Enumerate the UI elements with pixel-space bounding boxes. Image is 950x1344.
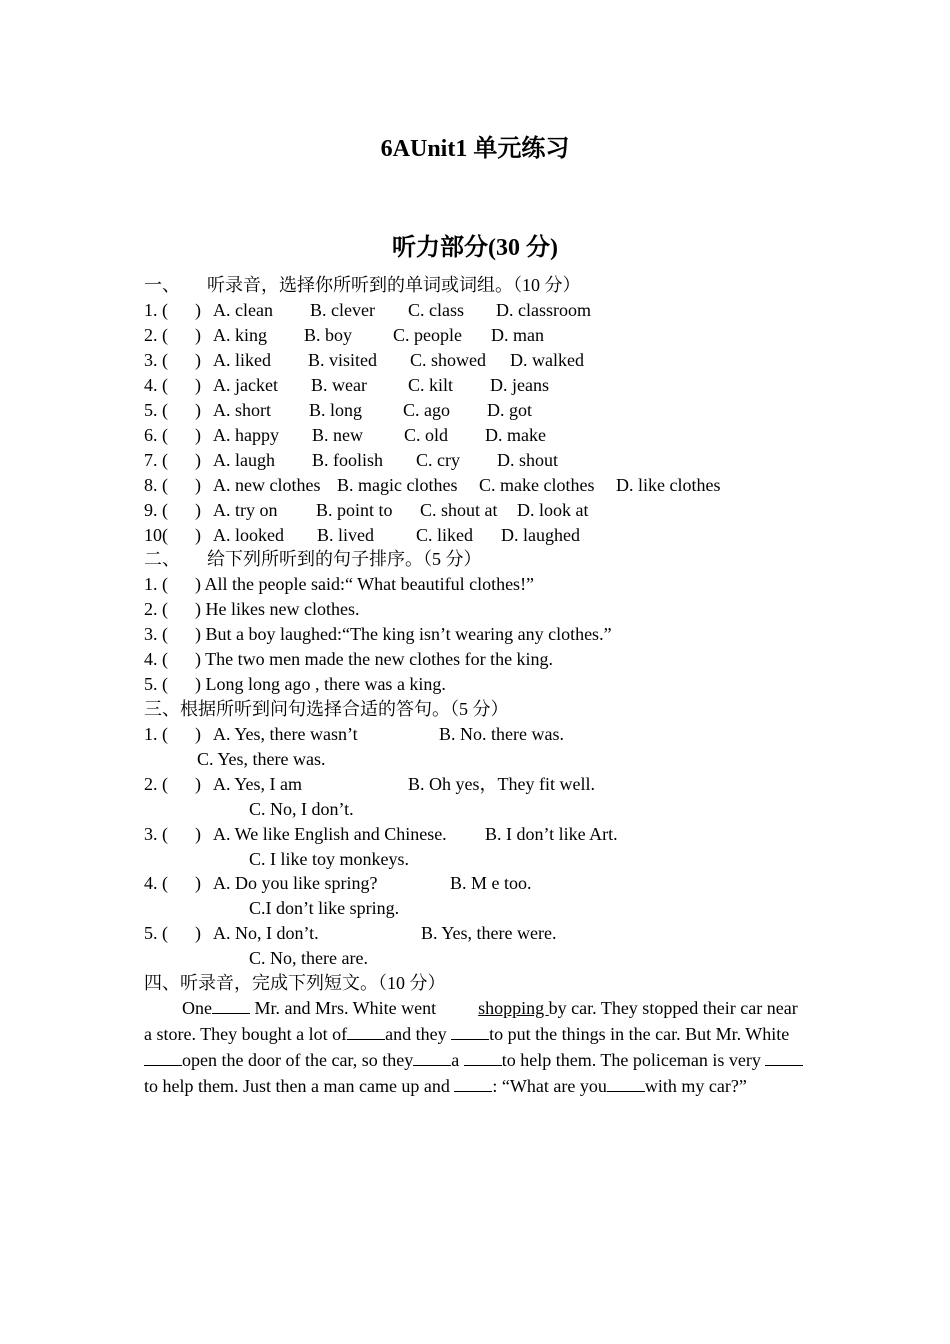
answer-option-a: A. new clothes [213,475,321,495]
section2-item: 5. ( ) Long long ago , there was a king. [144,674,446,694]
question-number[interactable]: 5. ( ) [144,923,201,943]
section1-question-row [144,498,784,522]
answer-option-c: C. class [408,300,464,320]
answer-option-d: D. classroom [496,300,591,320]
answer-option-a: A. We like English and Chinese. [213,824,447,844]
fill-blank[interactable] [607,1073,645,1092]
question-number[interactable]: 1. ( ) [144,724,201,744]
answer-option-b: B. Yes, there were. [421,923,557,943]
answer-option-d: D. got [487,400,532,420]
answer-option-c: C. liked [416,525,473,545]
fill-blank[interactable] [212,995,250,1014]
answer-option-b: B. Oh yes，They fit well. [408,774,595,794]
passage-text: to help them. Just then a man came up and [144,1076,455,1096]
answer-option-b: B. No. there was. [439,724,564,744]
answer-option-a: A. king [213,325,267,345]
section1-question-row [144,348,784,372]
section4-heading: 四、听录音，完成下列短文。（10 分） [144,973,446,993]
passage-text: a [451,1050,464,1070]
answer-option-d: D. laughed [501,525,580,545]
answer-option-a: A. No, I don’t. [213,923,319,943]
answer-option-b: B. visited [308,350,378,370]
answer-option-b: B. new [312,425,363,445]
question-number[interactable]: 4. ( ) [144,873,201,893]
answer-option-a: A. liked [213,350,271,370]
section2-heading: 二、 给下列所听到的句子排序。（5 分） [144,549,482,569]
fill-blank[interactable] [765,1047,803,1066]
answer-option-c: C. shout at [420,500,498,520]
answer-option-a: A. laugh [213,450,275,470]
section1-question-row [144,448,784,472]
answer-option-d: D. man [491,325,544,345]
answer-option-d: D. jeans [490,375,549,395]
question-number[interactable]: 6. ( ) [144,425,201,445]
section3-heading: 三、根据所听到问句选择合适的答句。（5 分） [144,699,509,719]
section1-heading: 一、 听录音，选择你所听到的单词或词组。（10 分） [144,275,581,295]
answer-option-c: C. showed [410,350,486,370]
answer-option-d: D. like clothes [616,475,721,495]
answer-option-a: A. try on [213,500,278,520]
section3-question [144,772,784,821]
passage-text: with my car?” [644,1076,747,1096]
answer-option-b: B. lived [317,525,374,545]
answer-option-a: A. happy [213,425,279,445]
fill-blank[interactable] [413,1047,451,1066]
section3-question [144,822,784,871]
section3-question [144,722,784,771]
answer-option-c: C. ago [403,400,450,420]
question-number[interactable]: 1. ( ) [144,300,201,320]
passage-text: to put the things in the car. But Mr. White [489,1024,790,1044]
answer-option-a: A. clean [213,300,273,320]
section3-question [144,871,784,920]
section2-item: 2. ( ) He likes new clothes. [144,599,360,619]
fill-blank[interactable] [454,1073,492,1092]
section1-question-row [144,473,784,497]
passage-text: One [182,998,212,1018]
answer-option-a: A. Yes, I am [213,774,303,794]
passage-text: to help them. The policeman is very [501,1050,766,1070]
answer-option-b: B. M e too. [450,873,532,893]
question-number[interactable]: 9. ( ) [144,500,201,520]
answer-option-a: A. Do you like spring? [213,873,378,893]
passage-text: by car. They stopped their car near a store. They bought a lot of [144,998,798,1044]
answer-option-c: C. make clothes [479,475,595,495]
passage-text: Mr. and Mrs. White went [250,998,437,1018]
section1-question-row [144,323,784,347]
section2-item: 3. ( ) But a boy laughed:“The king isn’t wearing any clothes.” [144,624,612,644]
question-number[interactable]: 2. ( ) [144,774,201,794]
answer-option-a: A. looked [213,525,284,545]
fill-blank[interactable] [464,1047,502,1066]
section4-passage [144,995,804,1099]
answer-option-c: C. people [393,325,462,345]
answer-option-c: C. cry [416,450,460,470]
answer-option-c: C. No, there are. [249,948,368,968]
answer-option-b: B. I don’t like Art. [485,824,618,844]
question-number[interactable]: 3. ( ) [144,350,201,370]
answer-option-b: B. long [309,400,363,420]
answer-option-b: B. clever [310,300,375,320]
section1-question-row [144,423,784,447]
question-number[interactable]: 8. ( ) [144,475,201,495]
answer-option-c: C. Yes, there was. [197,749,326,769]
question-number[interactable]: 4. ( ) [144,375,201,395]
answer-option-c: C. No, I don’t. [249,799,354,819]
section3-question [144,921,784,970]
listening-section-title: 听力部分(30 分) [392,235,558,261]
answer-option-b: B. magic clothes [337,475,458,495]
section2-item: 4. ( ) The two men made the new clothes for the king. [144,649,554,669]
passage-text: : “What are you [492,1076,607,1096]
fill-blank[interactable] [144,1047,182,1066]
section2-item: 1. ( ) All the people said:“ What beautiful clothes!” [144,574,535,594]
answer-option-a: A. short [213,400,271,420]
fill-blank[interactable] [451,1021,489,1040]
answer-option-d: D. walked [510,350,584,370]
answer-option-b: B. wear [311,375,367,395]
answer-option-d: D. shout [497,450,559,470]
question-number[interactable]: 7. ( ) [144,450,201,470]
answer-option-d: D. look at [517,500,589,520]
answer-option-a: A. Yes, there wasn’t [213,724,358,744]
question-number[interactable]: 10( ) [144,525,201,545]
fill-blank[interactable] [347,1021,385,1040]
section1-question-row [144,398,784,422]
worksheet-title: 6AUnit1 单元练习 [380,136,570,162]
example-answer: shopping [478,998,549,1018]
answer-option-c: C. I like toy monkeys. [249,849,409,869]
answer-option-b: B. foolish [312,450,384,470]
answer-option-a: A. jacket [213,375,278,395]
question-number[interactable]: 5. ( ) [144,400,201,420]
section1-question-row [144,298,784,322]
answer-option-c: C.I don’t like spring. [249,898,400,918]
answer-option-c: C. kilt [408,375,454,395]
answer-option-b: B. point to [316,500,393,520]
answer-option-b: B. boy [304,325,353,345]
answer-option-d: D. make [485,425,546,445]
question-number[interactable]: 2. ( ) [144,325,201,345]
answer-option-c: C. old [404,425,449,445]
section1-question-row [144,373,784,397]
section1-question-row [144,523,784,547]
passage-text: open the door of the car, so they [182,1050,414,1070]
question-number[interactable]: 3. ( ) [144,824,201,844]
passage-text: and they [385,1024,452,1044]
